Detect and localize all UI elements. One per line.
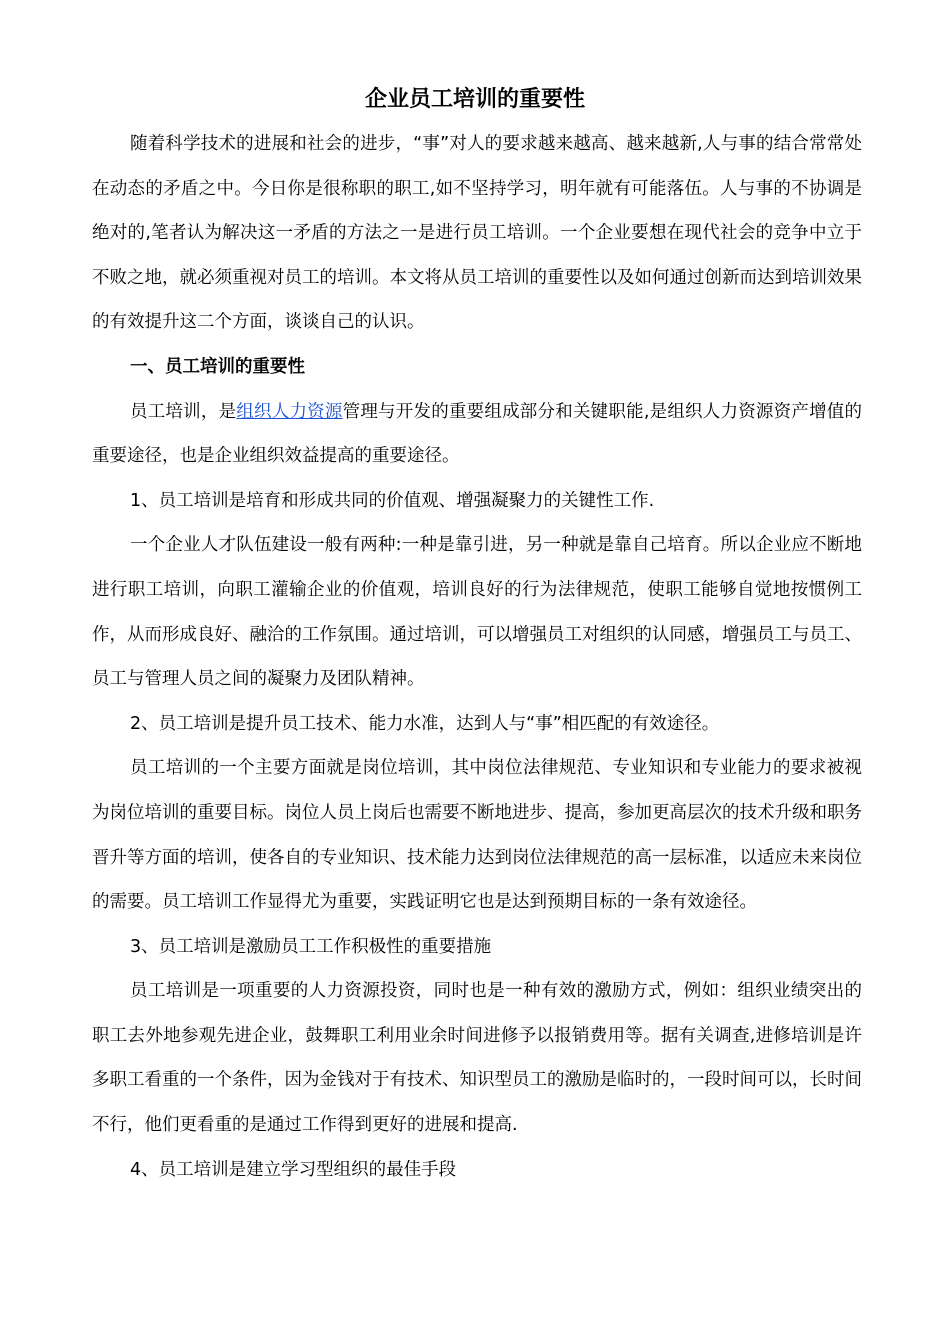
point1-title: 1、员工培训是培育和形成共同的价值观、增强凝聚力的关键性工作. [130,490,655,511]
point1-body: 一个企业人才队伍建设一般有两种:一种是靠引进，另一种就是靠自己培育。所以企业应不断地进行职工培训，向职工灌输企业的价值观，培训良好的行为法律规范，使职工能够自觉地按惯例工作，从而形成良好、融洽的工作氛围。通过培训，可以增强员工对组织的认同感，增强员工与员工、员工与管理人员之间的凝聚力及团队精神。 [92,535,862,690]
document-body [92,122,862,1192]
section1-text-after-link: 管理与开发的重要组成部分和关键职能,是组织人力资源资产增值的重要途径，也是企业组织效益提高的重要途径。 [92,401,863,467]
section1-text-before-link: 员工培训，是 [130,401,237,422]
point3-title: 3、员工培训是激励员工工作积极性的重要措施 [130,936,492,957]
section1-paragraph [92,390,862,479]
point3-body: 员工培训是一项重要的人力资源投资，同时也是一种有效的激励方式，例如：组织业绩突出的职工去外地参观先进企业，鼓舞职工利用业余时间进修予以报销费用等。据有关调查,进修培训是许多职工看重的一个条件，因为金钱对于有技术、知识型员工的激励是临时的，一段时间可以，长时间不行，他们更看重的是通过工作得到更好的进展和提高. [92,981,862,1136]
intro-paragraph: 随着科学技术的进展和社会的进步，“事”对人的要求越来越高、越来越新,人与事的结合常常处在动态的矛盾之中。今日你是很称职的职工,如不坚持学习，明年就有可能落伍。人与事的不协调是绝对的,笔者认为解决这一矛盾的方法之一是进行员工培训。一个企业要想在现代社会的竞争中立于不败之地，就必须重视对员工的培训。本文将从员工培训的重要性以及如何通过创新而达到培训效果的有效提升这二个方面，谈谈自己的认识。 [92,134,862,333]
section-heading: 一、员工培训的重要性 [130,356,305,377]
point2-title: 2、员工培训是提升员工技术、能力水准，达到人与“事”相匹配的有效途径。 [130,713,720,734]
point4-title: 4、员工培训是建立学习型组织的最佳手段 [130,1159,457,1180]
document-title: 企业员工培训的重要性 [364,87,585,112]
point2-body: 员工培训的一个主要方面就是岗位培训，其中岗位法律规范、专业知识和专业能力的要求被视为岗位培训的重要目标。岗位人员上岗后也需要不断地进步、提高，参加更高层次的技术升级和职务晋升等方面的培训，使各自的专业知识、技术能力达到岗位法律规范的高一层标准，以适应未来岗位的需要。员工培训工作显得尤为重要，实践证明它也是达到预期目标的一条有效途径。 [92,758,862,913]
hr-link[interactable]: 组织人力资源 [236,401,343,422]
